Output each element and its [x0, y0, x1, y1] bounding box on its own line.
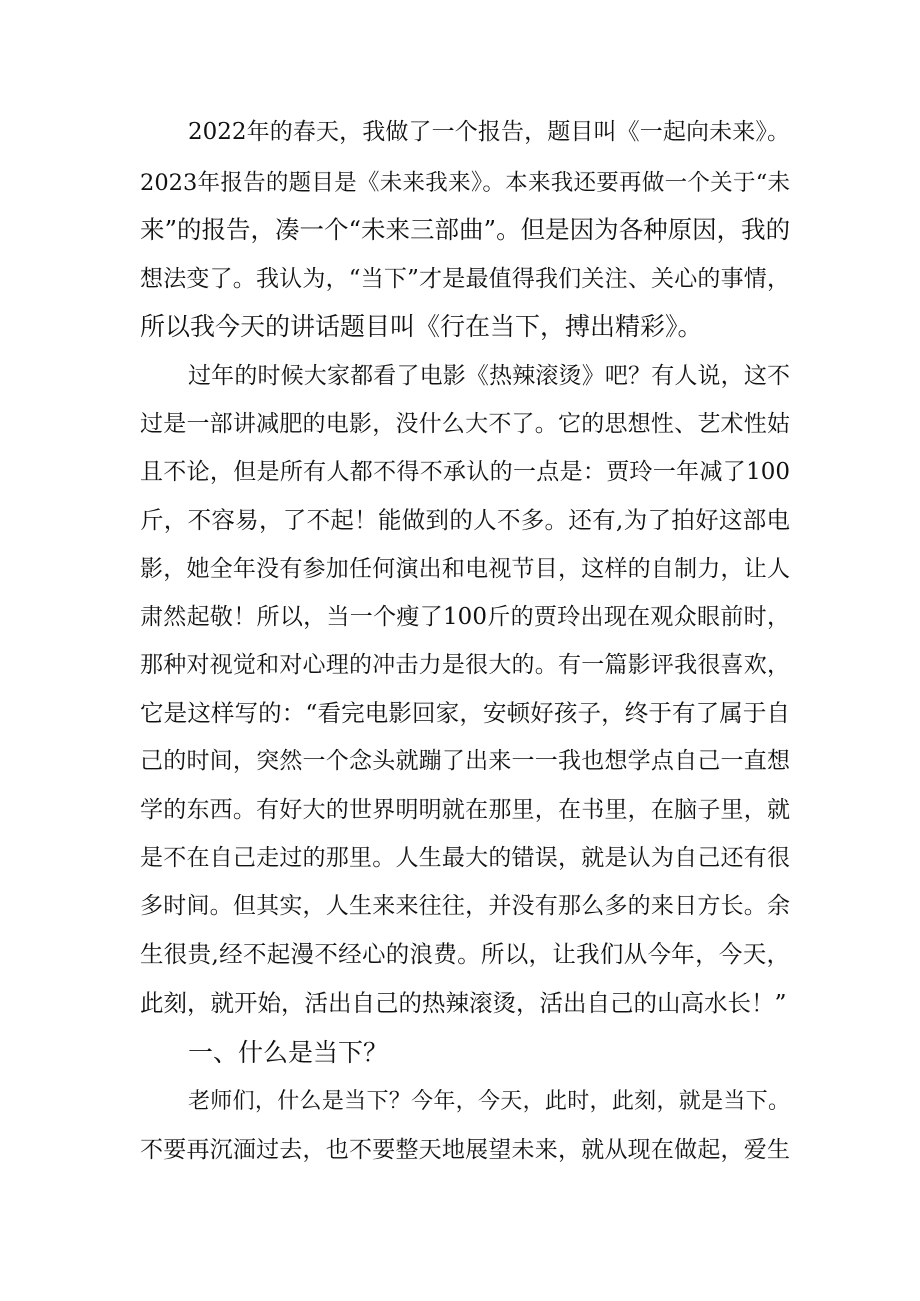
paragraph-1-line-5: 所以我今天的讲话题目叫《行在当下，搏出精彩》。 [140, 312, 703, 341]
paragraph-2-line-7: 那种对视觉和对心理的冲击力是很大的。有一篇影评我很喜欢， [140, 652, 790, 678]
paragraph-3-line-1: 老师们，什么是当下？今年，今天，此时，此刻，就是当下。 [188, 1089, 790, 1114]
paragraph-1-line-3: 来”的报告，凑一个“未来三部曲”。但是因为各种原因，我的 [140, 215, 791, 244]
paragraph-2-line-10: 学的东西。有好大的世界明明就在那里，在书里，在脑子里，就 [140, 797, 790, 823]
paragraph-2-line-6: 肃然起敬！所以，当一个瘦了100斤的贾玲出现在观众眼前时， [140, 604, 790, 630]
section-heading: 一、什么是当下？ [188, 1038, 389, 1067]
paragraph-2-line-9: 己的时间，突然一个念头就蹦了出来一一我也想学点自己一直想 [140, 748, 790, 774]
paragraph-2-line-3: 且不论，但是所有人都不得不承认的一点是：贾玲一年减了100 [140, 459, 790, 485]
paragraph-3-line-2: 不要再沉湎过去，也不要整天地展望未来，就从现在做起，爱生 [140, 1137, 790, 1163]
paragraph-2-line-5: 影，她全年没有参加任何演出和电视节目，这样的自制力，让人 [140, 556, 790, 582]
paragraph-2-line-1: 过年的时候大家都看了电影《热辣滚烫》吧？有人说，这不 [188, 363, 790, 389]
paragraph-2-line-13: 生很贵,经不起漫不经心的浪费。所以，让我们从今年，今天， [140, 940, 790, 968]
paragraph-2-line-2: 过是一部讲减肥的电影，没什么大不了。它的思想性、艺术性姑 [140, 411, 790, 437]
paragraph-1-line-4: 想法变了。我认为，“当下”才是最值得我们关注、关心的事情， [140, 266, 790, 292]
paragraph-2-line-4: 斤，不容易，了不起！能做到的人不多。还有,为了拍好这部电 [140, 506, 790, 534]
paragraph-2-line-11: 是不在自己走过的那里。人生最大的错误，就是认为自己还有很 [140, 845, 790, 871]
paragraph-1-line-1: 2022年的春天，我做了一个报告，题目叫《一起向未来》。 [188, 119, 790, 145]
paragraph-2-line-8: 它是这样写的：“看完电影回家，安顿好孩子，终于有了属于自 [140, 699, 790, 727]
paragraph-2-line-14: 此刻，就开始，活出自己的热辣滚烫，活出自己的山高水长！” [140, 989, 787, 1017]
paragraph-1-line-2: 2023年报告的题目是《未来我来》。本来我还要再做一个关于“未 [140, 170, 790, 196]
paragraph-2-line-12: 多时间。但其实，人生来来往往，并没有那么多的来日方长。余 [140, 893, 790, 919]
